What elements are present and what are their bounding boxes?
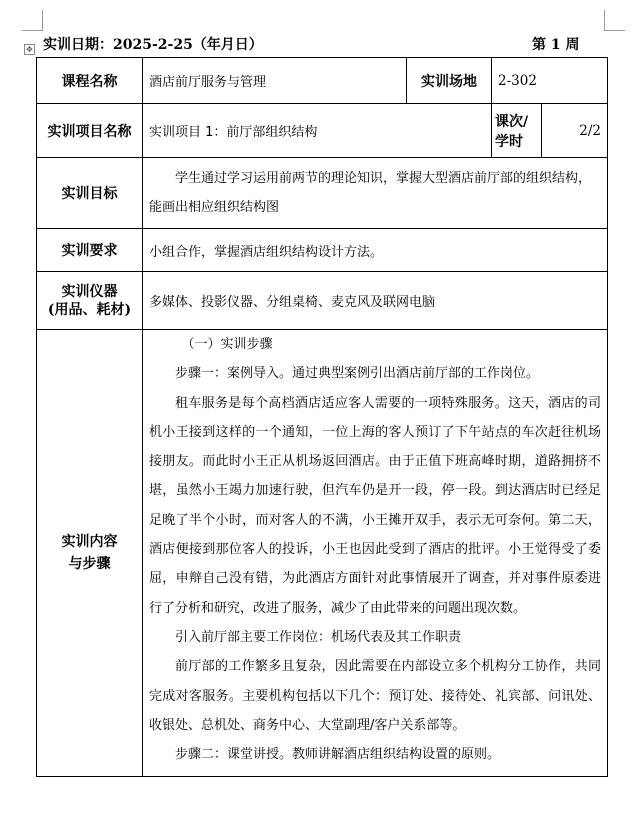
course-value[interactable]: 酒店前厅服务与管理: [143, 58, 407, 104]
margin-mark-right: [604, 10, 625, 31]
hours-label: 课次/学时: [492, 104, 542, 158]
venue-value[interactable]: 2-302: [492, 58, 608, 104]
hours-value[interactable]: 2/2: [542, 104, 608, 158]
steps-label: 实训内容 与步骤: [37, 330, 143, 777]
step-two: 步骤二：课堂讲授。教师讲解酒店组织结构设置的原则。: [175, 747, 501, 763]
margin-mark-left: [22, 10, 43, 31]
training-table: [36, 57, 608, 777]
goal-label: 实训目标: [37, 158, 143, 229]
departments-paragraph: 前厅部的工作繁多且复杂，因此需要在内部设立多个机构分工协作，共同完成对客服务。主要机构包括以下几个：预订处、接待处、礼宾部、问讯处、收银处、总机处、商务中心、大堂副理/客户关系部等。: [149, 659, 602, 733]
week-number: 第 1 周: [532, 37, 580, 53]
venue-label: 实训场地: [407, 58, 492, 104]
requirement-value[interactable]: 小组合作，掌握酒店组织结构设计方法。: [143, 229, 608, 272]
case-paragraph: 租车服务是每个高档酒店适应客人需要的一项特殊服务。这天，酒店的司机小王接到这样的一个通知，一位上海的客人预订了下午站点的车次赶往机场接朋友。而此时小王正从机场返回酒店。由于正值下班高峰时期，道路拥挤不堪，虽然小王竭力加速行驶，但汽车仍是开一段，停一段。到达酒店时已经足足晚了半个小时，而对客人的不满，小王摊开双手，表示无可奈何。第二天，酒店便接到那位客人的投诉，小王也因此受到了酒店的批评。小王觉得受了委屈，申辩自己没有错，为此酒店方面针对此事情展开了调查，并对事件原委进行了分析和研究，改进了服务，减少了由此带来的问题出现次数。: [149, 395, 602, 616]
project-label: 实训项目名称: [37, 104, 143, 158]
training-date: 实训日期：2025-2-25（年月日）: [43, 37, 263, 53]
project-value[interactable]: 实训项目 1：前厅部组织结构: [143, 104, 492, 158]
steps-content[interactable]: [143, 330, 608, 777]
step-one: 步骤一：案例导入。通过典型案例引出酒店前厅部的工作岗位。: [175, 366, 540, 382]
requirement-label: 实训要求: [37, 229, 143, 272]
steps-heading: （一）实训步骤: [181, 337, 273, 352]
job-positions-intro: 引入前厅部主要工作岗位：机场代表及其工作职责: [175, 629, 462, 645]
equipment-label: 实训仪器 (用品、耗材): [37, 272, 143, 330]
equipment-value[interactable]: 多媒体、投影仪器、分组桌椅、麦克风及联网电脑: [143, 272, 608, 330]
goal-value[interactable]: 学生通过学习运用前两节的理论知识，掌握大型酒店前厅部的组织结构，能画出相应组织结构图: [143, 158, 608, 229]
table-move-handle-icon[interactable]: ✥: [24, 44, 35, 55]
course-label: 课程名称: [37, 58, 143, 104]
